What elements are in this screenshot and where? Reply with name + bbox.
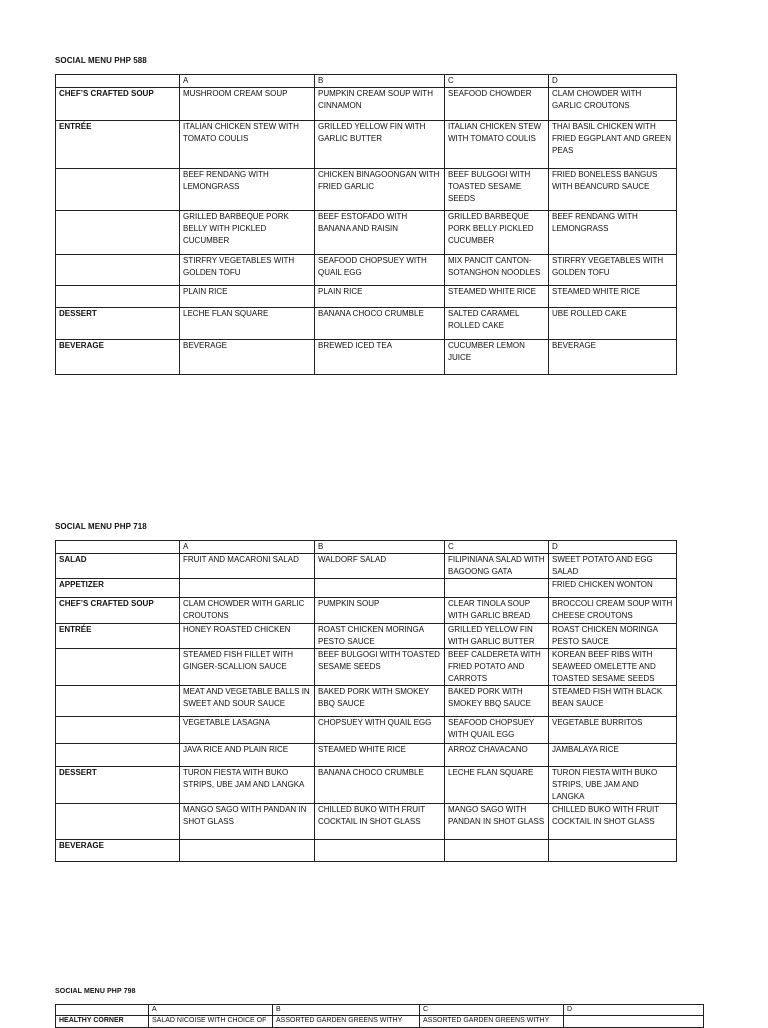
menu-cell: BEEF ESTOFADO WITH BANANA AND RAISIN: [315, 211, 445, 255]
category-label: CHEF’S CRAFTED SOUP: [56, 598, 180, 624]
category-label: ENTRÉE: [56, 624, 180, 649]
menu-cell: STEAMED WHITE RICE: [445, 286, 549, 308]
menu-cell: GRILLED BARBEQUE PORK BELLY WITH PICKLED CUCUMBER: [180, 211, 315, 255]
menu-cell: CUCUMBER LEMON JUICE: [445, 340, 549, 375]
menu-cell: MIX PANCIT CANTON-SOTANGHON NOODLES: [445, 255, 549, 286]
menu-cell: STEAMED WHITE RICE: [315, 744, 445, 767]
menu-cell: BEEF RENDANG WITH LEMONGRASS: [180, 169, 315, 211]
menu-title: SOCIAL MENU PHP 588: [55, 56, 147, 65]
menu-cell: [315, 579, 445, 598]
category-label: DESSERT: [56, 308, 180, 340]
column-header: C: [445, 541, 549, 554]
category-label: [56, 804, 180, 840]
menu-cell: ARROZ CHAVACANO: [445, 744, 549, 767]
menu-title: SOCIAL MENU PHP 798: [55, 988, 136, 995]
column-header: C: [420, 1005, 564, 1016]
menu-cell: FRIED CHICKEN WONTON: [549, 579, 677, 598]
menu-cell: PLAIN RICE: [180, 286, 315, 308]
menu-cell: STEAMED FISH WITH BLACK BEAN SAUCE: [549, 686, 677, 717]
menu-cell: ASSORTED GARDEN GREENS WITHY: [273, 1016, 420, 1028]
menu-cell: BEEF RENDANG WITH LEMONGRASS: [549, 211, 677, 255]
menu-cell: SALAD NICOISE WITH CHOICE OF: [149, 1016, 273, 1028]
menu-cell: BEVERAGE: [549, 340, 677, 375]
menu-cell: UBE ROLLED CAKE: [549, 308, 677, 340]
category-label: [56, 649, 180, 686]
menu-cell: MANGO SAGO WITH PANDAN IN SHOT GLASS: [445, 804, 549, 840]
menu-cell: JAMBALAYA RICE: [549, 744, 677, 767]
menu-cell: CHILLED BUKO WITH FRUIT COCKTAIL IN SHOT GLASS: [549, 804, 677, 840]
menu-cell: STEAMED FISH FILLET WITH GINGER-SCALLION SAUCE: [180, 649, 315, 686]
menu-cell: PLAIN RICE: [315, 286, 445, 308]
menu-table: [55, 1004, 704, 1028]
category-label: [56, 717, 180, 744]
menu-table: [55, 74, 677, 375]
category-label: [56, 744, 180, 767]
category-label: [56, 255, 180, 286]
menu-table: [55, 540, 677, 862]
category-label: CHEF’S CRAFTED SOUP: [56, 88, 180, 121]
column-header: B: [315, 75, 445, 88]
menu-cell: BANANA CHOCO CRUMBLE: [315, 308, 445, 340]
column-header: A: [180, 75, 315, 88]
category-label: HEALTHY CORNER: [56, 1016, 149, 1028]
menu-cell: [445, 840, 549, 862]
menu-cell: MANGO SAGO WITH PANDAN IN SHOT GLASS: [180, 804, 315, 840]
category-label: DESSERT: [56, 767, 180, 804]
header-blank: [56, 541, 180, 554]
menu-cell: MEAT AND VEGETABLE BALLS IN SWEET AND SOUR SAUCE: [180, 686, 315, 717]
header-blank: [56, 1005, 149, 1016]
menu-cell: PUMPKIN CREAM SOUP WITH CINNAMON: [315, 88, 445, 121]
menu-cell: STEAMED WHITE RICE: [549, 286, 677, 308]
menu-cell: SEAFOOD CHOPSUEY WITH QUAIL EGG: [315, 255, 445, 286]
menu-cell: SEAFOOD CHOPSUEY WITH QUAIL EGG: [445, 717, 549, 744]
menu-cell: VEGETABLE BURRITOS: [549, 717, 677, 744]
menu-cell: HONEY ROASTED CHICKEN: [180, 624, 315, 649]
column-header: C: [445, 75, 549, 88]
menu-cell: THAI BASIL CHICKEN WITH FRIED EGGPLANT AND GREEN PEAS: [549, 121, 677, 169]
menu-cell: ITALIAN CHICKEN STEW WITH TOMATO COULIS: [180, 121, 315, 169]
menu-cell: MUSHROOM CREAM SOUP: [180, 88, 315, 121]
menu-cell: STIRFRY VEGETABLES WITH GOLDEN TOFU: [180, 255, 315, 286]
menu-cell: [445, 579, 549, 598]
menu-cell: [549, 840, 677, 862]
menu-cell: KOREAN BEEF RIBS WITH SEAWEED OMELETTE AND TOASTED SESAME SEEDS: [549, 649, 677, 686]
category-label: [56, 286, 180, 308]
menu-cell: BEEF CALDERETA WITH FRIED POTATO AND CARROTS: [445, 649, 549, 686]
menu-cell: FRIED BONELESS BANGUS WITH BEANCURD SAUCE: [549, 169, 677, 211]
menu-cell: SWEET POTATO AND EGG SALAD: [549, 554, 677, 579]
column-header: B: [273, 1005, 420, 1016]
menu-cell: CLEAR TINOLA SOUP WITH GARLIC BREAD: [445, 598, 549, 624]
menu-cell: [564, 1016, 704, 1028]
column-header: A: [149, 1005, 273, 1016]
category-label: SALAD: [56, 554, 180, 579]
menu-cell: ROAST CHICKEN MORINGA PESTO SAUCE: [549, 624, 677, 649]
menu-cell: ROAST CHICKEN MORINGA PESTO SAUCE: [315, 624, 445, 649]
column-header: D: [549, 541, 677, 554]
column-header: D: [564, 1005, 704, 1016]
menu-cell: JAVA RICE AND PLAIN RICE: [180, 744, 315, 767]
menu-cell: BAKED PORK WITH SMOKEY BBQ SAUCE: [315, 686, 445, 717]
menu-cell: [180, 579, 315, 598]
menu-cell: BEVERAGE: [180, 340, 315, 375]
menu-cell: PUMPKIN SOUP: [315, 598, 445, 624]
menu-cell: CLAM CHOWDER WITH GARLIC CROUTONS: [180, 598, 315, 624]
menu-cell: BROCCOLI CREAM SOUP WITH CHEESE CROUTONS: [549, 598, 677, 624]
menu-cell: GRILLED YELLOW FIN WITH GARLIC BUTTER: [315, 121, 445, 169]
menu-cell: STIRFRY VEGETABLES WITH GOLDEN TOFU: [549, 255, 677, 286]
menu-cell: CHILLED BUKO WITH FRUIT COCKTAIL IN SHOT GLASS: [315, 804, 445, 840]
menu-cell: CLAM CHOWDER WITH GARLIC CROUTONS: [549, 88, 677, 121]
menu-cell: BEEF BULGOGI WITH TOASTED SESAME SEEDS: [315, 649, 445, 686]
menu-cell: LECHE FLAN SQUARE: [445, 767, 549, 804]
category-label: [56, 211, 180, 255]
menu-cell: TURON FIESTA WITH BUKO STRIPS, UBE JAM AND LANGKA: [549, 767, 677, 804]
header-blank: [56, 75, 180, 88]
menu-cell: [180, 840, 315, 862]
menu-cell: SEAFOOD CHOWDER: [445, 88, 549, 121]
menu-cell: LECHE FLAN SQUARE: [180, 308, 315, 340]
category-label: [56, 686, 180, 717]
column-header: D: [549, 75, 677, 88]
menu-cell: GRILLED YELLOW FIN WITH GARLIC BUTTER: [445, 624, 549, 649]
menu-cell: ITALIAN CHICKEN STEW WITH TOMATO COULIS: [445, 121, 549, 169]
menu-cell: BREWED ICED TEA: [315, 340, 445, 375]
column-header: B: [315, 541, 445, 554]
category-label: BEVERAGE: [56, 340, 180, 375]
column-header: A: [180, 541, 315, 554]
menu-cell: CHICKEN BINAGOONGAN WITH FRIED GARLIC: [315, 169, 445, 211]
menu-cell: [315, 840, 445, 862]
menu-cell: GRILLED BARBEQUE PORK BELLY PICKLED CUCUMBER: [445, 211, 549, 255]
menu-cell: BANANA CHOCO CRUMBLE: [315, 767, 445, 804]
menu-cell: BEEF BULGOGI WITH TOASTED SESAME SEEDS: [445, 169, 549, 211]
menu-cell: FILIPINIANA SALAD WITH BAGOONG GATA: [445, 554, 549, 579]
menu-cell: CHOPSUEY WITH QUAIL EGG: [315, 717, 445, 744]
menu-cell: BAKED PORK WITH SMOKEY BBQ SAUCE: [445, 686, 549, 717]
category-label: [56, 169, 180, 211]
menu-cell: WALDORF SALAD: [315, 554, 445, 579]
menu-cell: ASSORTED GARDEN GREENS WITHY: [420, 1016, 564, 1028]
menu-title: SOCIAL MENU PHP 718: [55, 522, 147, 531]
menu-cell: VEGETABLE LASAGNA: [180, 717, 315, 744]
category-label: APPETIZER: [56, 579, 180, 598]
category-label: ENTRÉE: [56, 121, 180, 169]
menu-cell: FRUIT AND MACARONI SALAD: [180, 554, 315, 579]
menu-cell: SALTED CARAMEL ROLLED CAKE: [445, 308, 549, 340]
category-label: BEVERAGE: [56, 840, 180, 862]
menu-cell: TURON FIESTA WITH BUKO STRIPS, UBE JAM AND LANGKA: [180, 767, 315, 804]
